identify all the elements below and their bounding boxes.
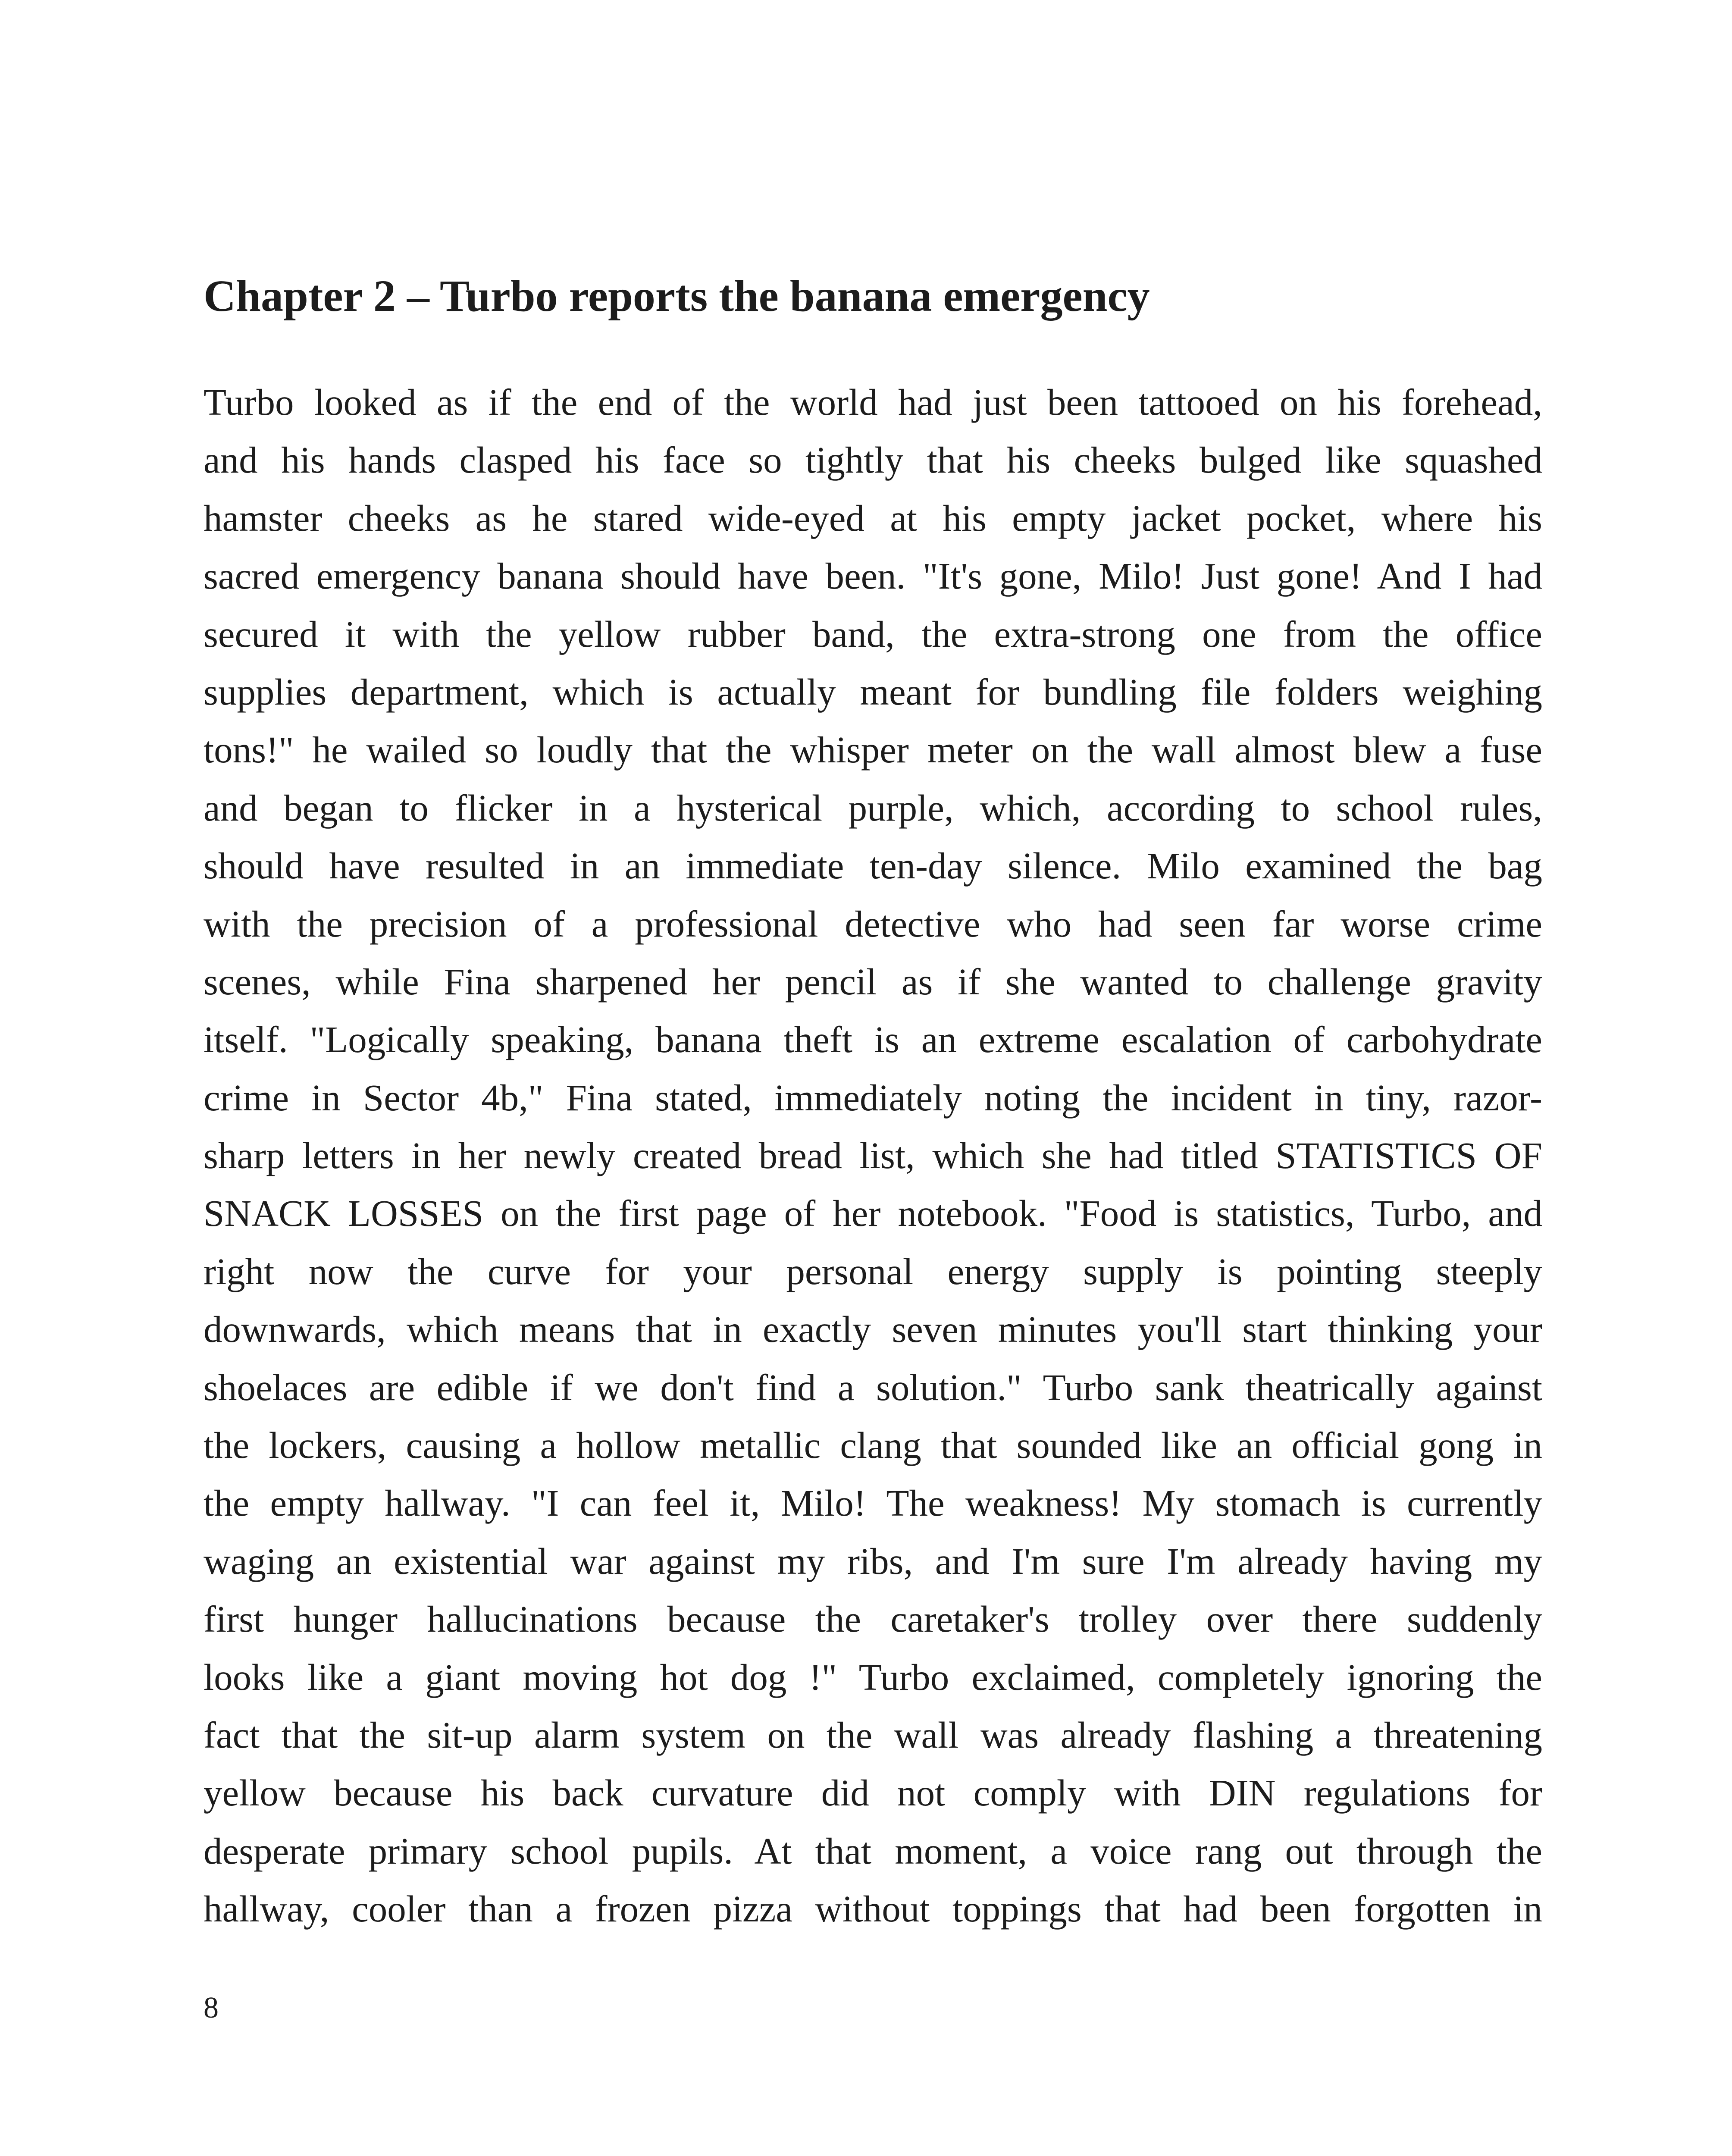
text-line: downwards, which means that in exactly seven minutes you'll start thinking your xyxy=(204,1308,1542,1351)
text-line: Turbo looked as if the end of the world had just been tattooed on his forehead, xyxy=(204,381,1542,423)
text-line: waging an existential war against my ribs, and I'm sure I'm already having my xyxy=(204,1540,1542,1582)
text-line: the empty hallway. "I can feel it, Milo! The weakness! My stomach is currently xyxy=(204,1482,1542,1524)
text-line: hamster cheeks as he stared wide-eyed at his empty jacket pocket, where his xyxy=(204,497,1542,539)
text-line: and began to flicker in a hysterical purple, which, according to school rules, xyxy=(204,787,1542,829)
text-line: and his hands clasped his face so tightly that his cheeks bulged like squashed xyxy=(204,439,1542,481)
chapter-title: Chapter 2 – Turbo reports the banana emergency xyxy=(204,271,1150,321)
text-line: hallway, cooler than a frozen pizza without toppings that had been forgotten in xyxy=(204,1888,1542,1930)
text-line: with the precision of a professional detective who had seen far worse crime xyxy=(204,903,1542,945)
text-line: first hunger hallucinations because the caretaker's trolley over there suddenly xyxy=(204,1598,1542,1640)
body-text xyxy=(204,373,1542,1938)
text-line: looks like a giant moving hot dog !" Turbo exclaimed, completely ignoring the xyxy=(204,1656,1542,1698)
text-line: scenes, while Fina sharpened her pencil as if she wanted to challenge gravity xyxy=(204,960,1542,1003)
text-line: fact that the sit-up alarm system on the wall was already flashing a threatening xyxy=(204,1714,1542,1756)
text-line: desperate primary school pupils. At that moment, a voice rang out through the xyxy=(204,1830,1542,1872)
text-line: shoelaces are edible if we don't find a solution." Turbo sank theatrically against xyxy=(204,1366,1542,1408)
text-line: right now the curve for your personal energy supply is pointing steeply xyxy=(204,1250,1542,1292)
text-line: itself. "Logically speaking, banana theft is an extreme escalation of carbohydrate xyxy=(204,1018,1542,1061)
text-line: the lockers, causing a hollow metallic clang that sounded like an official gong in xyxy=(204,1424,1542,1467)
text-line: yellow because his back curvature did not comply with DIN regulations for xyxy=(204,1772,1542,1814)
text-line: secured it with the yellow rubber band, the extra-strong one from the office xyxy=(204,613,1542,655)
page-number: 8 xyxy=(204,1991,219,2024)
text-line: sacred emergency banana should have been. "It's gone, Milo! Just gone! And I had xyxy=(204,555,1542,597)
text-line: tons!" he wailed so loudly that the whisper meter on the wall almost blew a fuse xyxy=(204,729,1542,771)
text-line: supplies department, which is actually meant for bundling file folders weighing xyxy=(204,671,1542,713)
text-line: crime in Sector 4b," Fina stated, immediately noting the incident in tiny, razor- xyxy=(204,1076,1542,1119)
text-line: should have resulted in an immediate ten-day silence. Milo examined the bag xyxy=(204,845,1542,887)
text-line: sharp letters in her newly created bread list, which she had titled STATISTICS OF xyxy=(204,1134,1542,1177)
text-line: SNACK LOSSES on the first page of her notebook. "Food is statistics, Turbo, and xyxy=(204,1192,1542,1235)
